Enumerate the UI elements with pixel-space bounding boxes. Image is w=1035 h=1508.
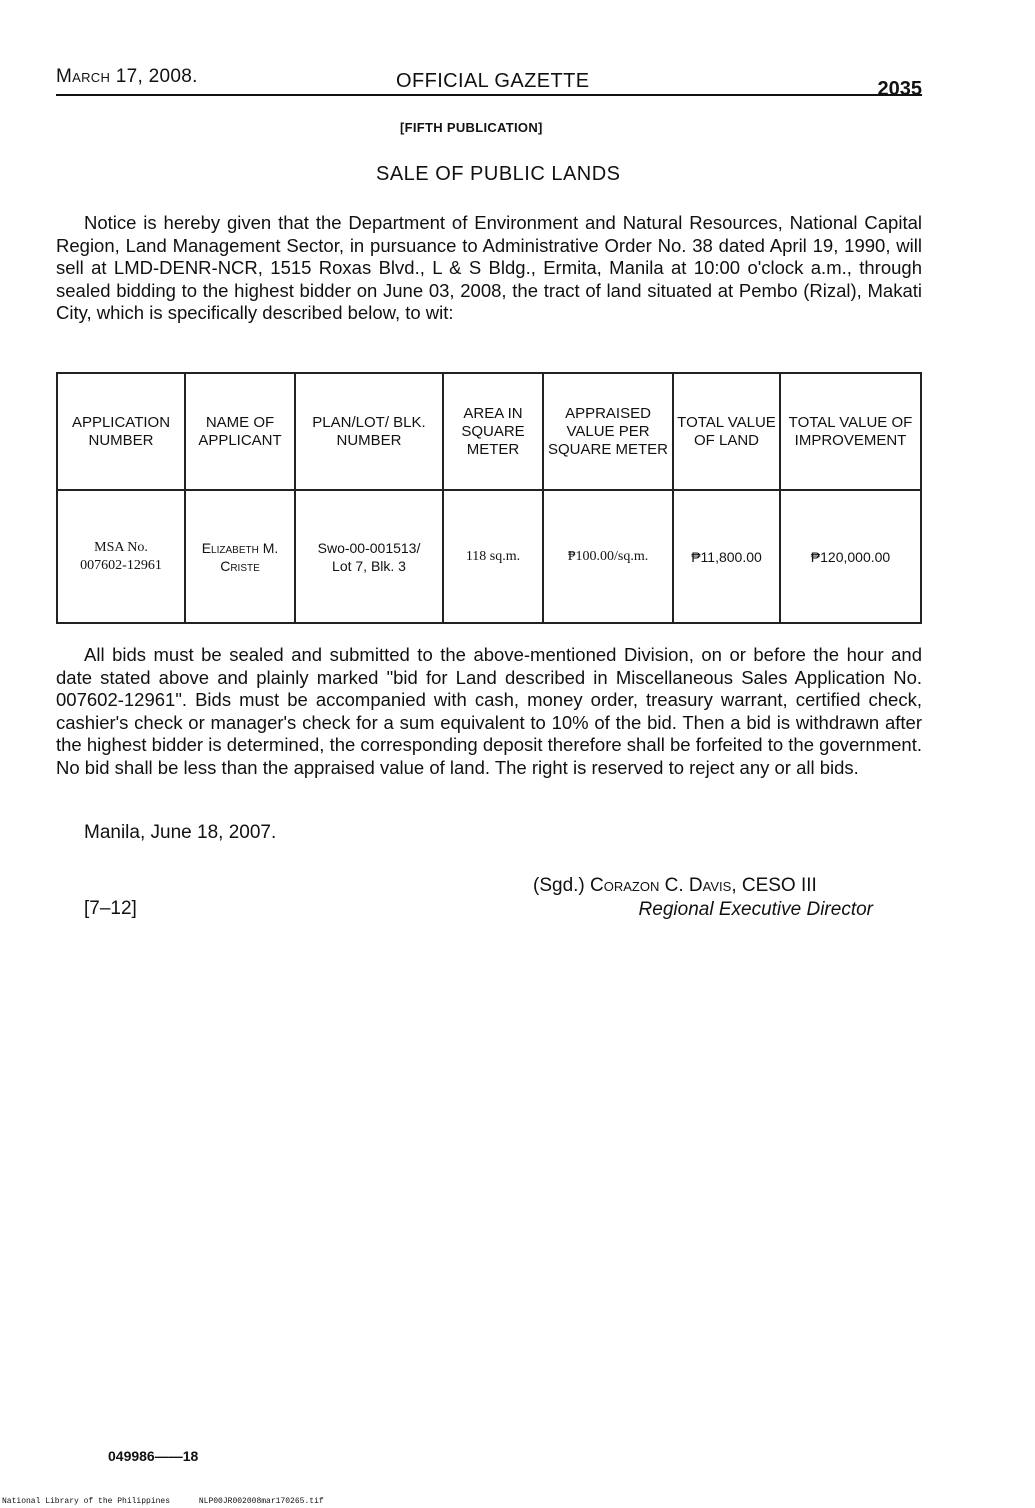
col-header-appraised-value: APPRAISED VALUE PER SQUARE METER [543,373,673,490]
plan-line2: Lot 7, Blk. 3 [332,557,406,574]
signatory-title: Regional Executive Director [638,899,873,920]
application-number-line1: MSA No. [94,539,148,555]
signature-block [533,874,873,922]
table-header-row [57,373,921,490]
notice-heading: SALE OF PUBLIC LANDS [376,163,621,185]
publication-tag: [FIFTH PUBLICATION] [400,120,543,135]
scan-filename: NLP00JR002008mar170265.tif [198,1497,324,1506]
col-header-total-value-improvement: TOTAL VALUE OF IMPROVEMENT [780,373,921,490]
applicant-line1: Elizabeth M. [201,539,279,556]
place-date: Manila, June 18, 2007. [84,822,277,843]
plan-line1: Swo-00-001513/ [317,539,421,556]
cell-plan-lot-blk [295,490,443,623]
bids-paragraph: All bids must be sealed and submitted to the above-mentioned Division, on or before the hour and date stated above and plainly marked "bid for Land described in Miscellaneous Sales Application No. 007602-12961". Bids must be accompanied with cash, money order, treasury warrant, certified check, cashier's check or manager's check for a sum equivalent to 10% of the bid. Then a bid is withdrawn after the highest bidder is determined, the corresponding deposit therefore shall be forfeited to the government. No bid shall be less than the appraised value of land. The right is reserved to reject any or all bids. [56,644,922,778]
cell-total-value-improvement: ₱120,000.00 [780,490,921,623]
header-title: OFFICIAL GAZETTE [396,70,590,92]
col-header-application-number: APPLICATION NUMBER [57,373,185,490]
col-header-plan-lot-blk: PLAN/LOT/ BLK. NUMBER [295,373,443,490]
header-rule [56,94,922,96]
application-number-line2: 007602-12961 [80,557,162,573]
page-number: 2035 [877,78,922,100]
footer-code: 049986——18 [108,1448,199,1464]
cell-applicant-name [185,490,295,623]
page-header [56,62,922,98]
header-date: March 17, 2008. [56,66,198,87]
scan-source: National Library of the Philippines [2,1497,171,1506]
col-header-applicant-name: NAME OF APPLICANT [185,373,295,490]
signatory-name: Corazon C. Davis [590,875,732,896]
applicant-line2: Criste [220,557,260,574]
intro-paragraph: Notice is hereby given that the Department of Environment and Natural Resources, National Capital Region, Land Management Sector, in pursuance to Administrative Order No. 38 dated April 19, 1990, will sell at LMD-DENR-NCR, 1515 Roxas Blvd., L & S Bldg., Ermita, Manila at 10:00 o'clock a.m., through sealed bidding to the highest bidder on June 03, 2008, the tract of land situated at Pembo (Rizal), Makati City, which is specifically described below, to wit: [56,212,922,323]
issue-reference: [7–12] [84,898,137,919]
cell-appraised-value: ₱100.00/sq.m. [543,490,673,623]
signatory-suffix: , CESO III [731,875,817,896]
signatory-prefix: (Sgd.) [533,875,585,896]
col-header-total-value-land: TOTAL VALUE OF LAND [673,373,780,490]
land-table [56,372,922,624]
cell-total-value-land: ₱11,800.00 [673,490,780,623]
col-header-area: AREA IN SQUARE METER [443,373,543,490]
signatory-line [533,874,873,898]
table-row [57,490,921,623]
cell-area: 118 sq.m. [443,490,543,623]
scan-footer [2,1497,348,1506]
cell-application-number [57,490,185,623]
